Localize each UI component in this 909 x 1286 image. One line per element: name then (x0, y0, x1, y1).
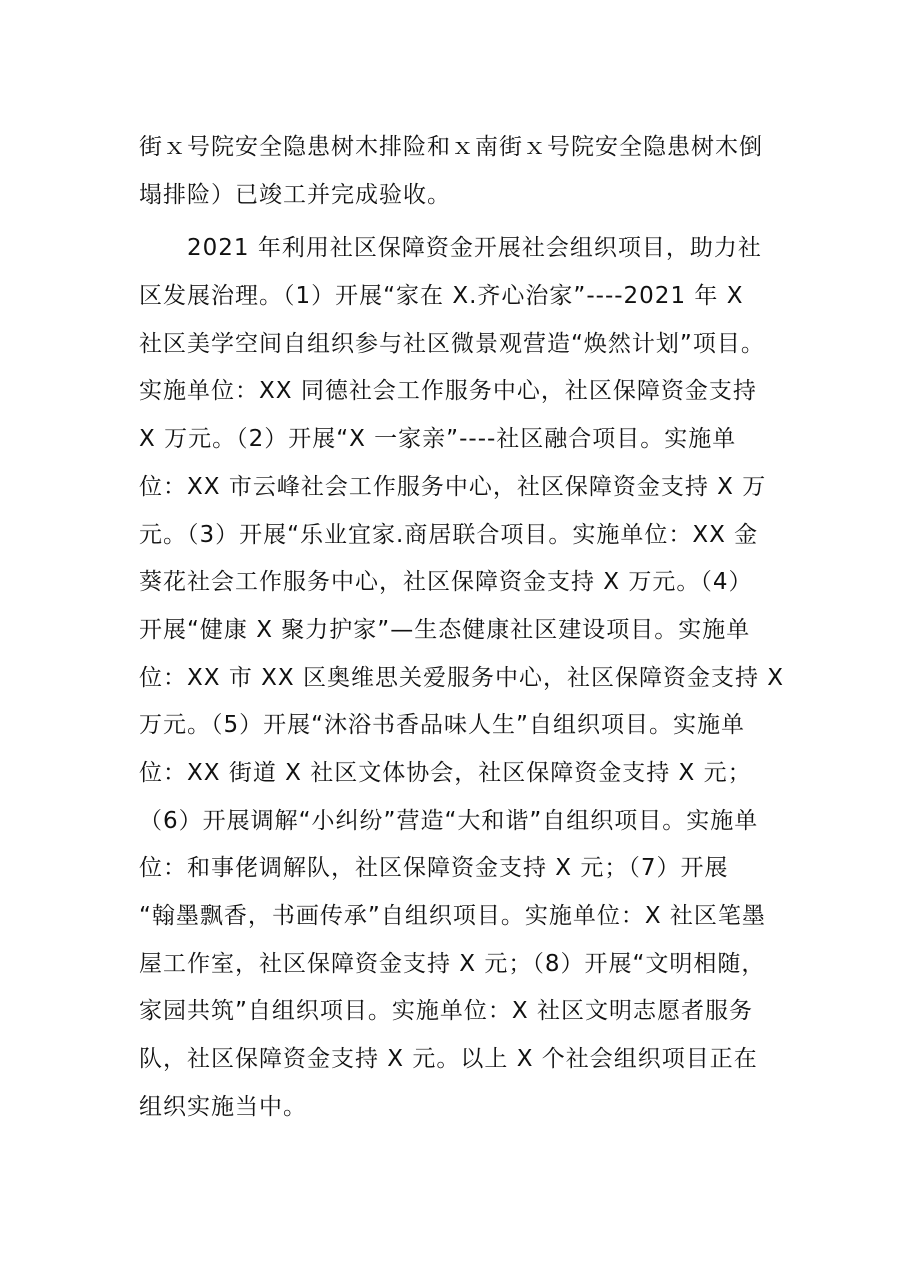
text-line: 屋工作室，社区保障资金支持 X 元；（8）开展“文明相随， (139, 950, 766, 977)
text-line: 葵花社会工作服务中心，社区保障资金支持 X 万元。（4） (139, 569, 753, 596)
document-body (139, 124, 799, 1131)
text-line: 组织实施当中。 (139, 1093, 307, 1120)
text-line: 位：XX 街道 X 社区文体协会，社区保障资金支持 X 元； (139, 759, 752, 786)
text-line: 社区美学空间自组织参与社区微景观营造“焕然计划”项目。 (139, 330, 765, 357)
text-line: 家园共筑”自组织项目。实施单位：X 社区文明志愿者服务 (139, 998, 753, 1025)
text-line: 位：和事佬调解队，社区保障资金支持 X 元；（7）开展 (139, 855, 729, 882)
text-line: （6）开展调解“小纠纷”营造“大和谐”自组织项目。实施单 (139, 807, 759, 834)
text-line: X 万元。（2）开展“X 一家亲”----社区融合项目。实施单 (139, 426, 737, 453)
text-line: 2021 年利用社区保障资金开展社会组织项目，助力社 (139, 235, 762, 262)
text-line: 开展“健康 X 聚力护家”—生态健康社区建设项目。实施单 (139, 616, 751, 643)
text-line: 区发展治理。（1）开展“家在 X.齐心治家”----2021 年 X (139, 283, 744, 310)
text-line: 街ｘ号院安全隐患树木排险和ｘ南街ｘ号院安全隐患树木倒 (139, 134, 763, 160)
text-line: 队，社区保障资金支持 X 元。以上 X 个社会组织项目正在 (139, 1046, 758, 1073)
text-line: 塌排险）已竣工并完成验收。 (139, 181, 451, 208)
text-line: 位：XX 市 XX 区奥维思关爱服务中心，社区保障资金支持 X (139, 664, 785, 691)
text-line: 元。（3）开展“乐业宜家.商居联合项目。实施单位：XX 金 (139, 521, 759, 548)
text-line: 万元。（5）开展“沐浴书香品味人生”自组织项目。实施单 (139, 712, 745, 739)
text-line: 实施单位：XX 同德社会工作服务中心，社区保障资金支持 (139, 378, 757, 405)
text-line: “翰墨飘香，书画传承”自组织项目。实施单位：X 社区笔墨 (139, 903, 766, 929)
text-line: 位：XX 市云峰社会工作服务中心，社区保障资金支持 X 万 (139, 473, 767, 500)
